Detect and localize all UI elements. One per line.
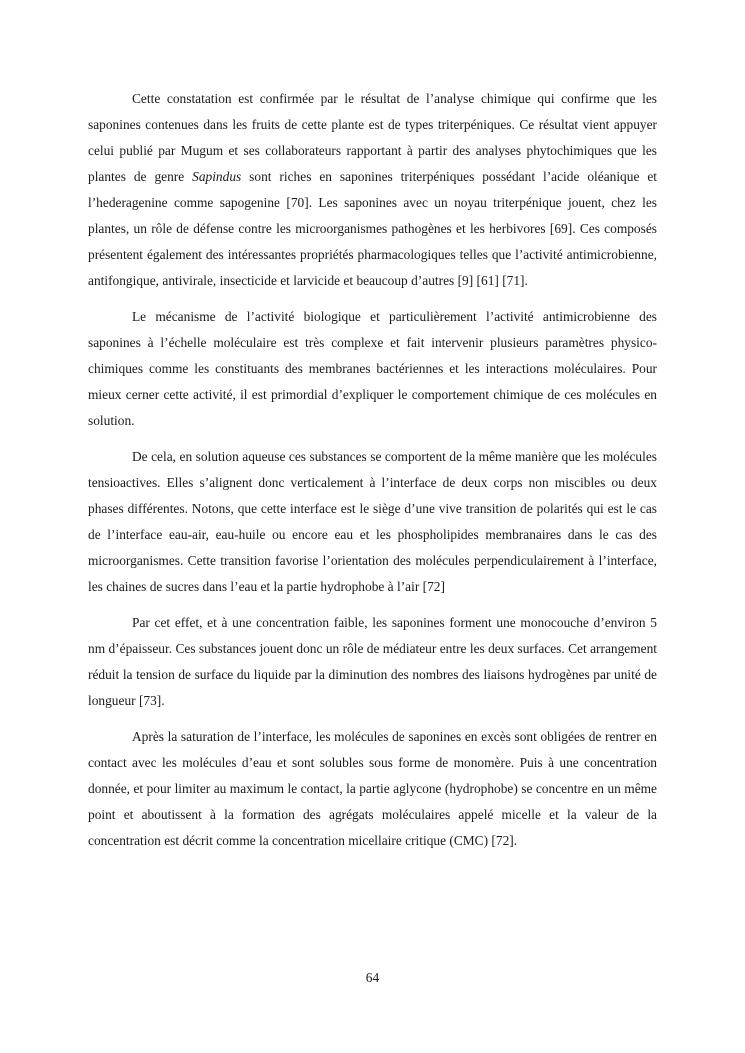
paragraph-micelle: Après la saturation de l’interface, les molécules de saponines en excès sont obligées de rentrer en contact avec les molécules d’eau et sont solubles sous forme de monomère. Puis à une concentration donnée, et pour limiter au maximum le contact, la partie aglycone (hydrophobe) se concentre en un même point et aboutissent à la formation des agrégats moléculaires appelé micelle et la valeur de la concentration est décrit comme la concentration micellaire critique (CMC) [72]. (88, 729, 657, 848)
paragraph-1-part-1: Cette constatation est confirmée par le résultat de l’analyse chimique qui confirme que les saponines contenues dans les fruits de cette plante est de types triterpéniques. Ce résultat vient appuyer celui publié par Mugum et ses collaborateurs rapportant à partir des analyses phytochimiques que les plantes de genre (88, 91, 657, 184)
paragraph-mecanisme: Le mécanisme de l’activité biologique et particulièrement l’activité antimicrobienne des saponines à l’échelle moléculaire est très complexe et fait intervenir plusieurs paramètres physico-chimiques comme les constituants des membranes bactériennes et les interactions moléculaires. Pour mieux cerner cette activité, il est primordial d’expliquer le comportement chimique de ces molécules en solution. (88, 309, 657, 428)
genus-name-italic: Sapindus (192, 169, 242, 184)
body-text (88, 86, 657, 864)
paragraph-1-part-2: sont riches en saponines triterpéniques possédant l’acide oléanique et l’hederagenine comme sapogenine [70]. Les saponines avec un noyau triterpénique jouent, chez les plantes, un rôle de défense contre les microorganismes pathogènes et les herbivores [69]. Ces composés présentent également des intéressantes propriétés pharmacologiques telles que l’activité antimicrobienne, antifongique, antivirale, insecticide et larvicide et beaucoup d’autres [9] [61] [71]. (88, 169, 657, 288)
paragraph-saponines-triterpeniques (88, 86, 657, 294)
page-number: 64 (365, 970, 380, 985)
paragraph-solution-aqueuse: De cela, en solution aqueuse ces substances se comportent de la même manière que les molécules tensioactives. Elles s’alignent donc verticalement à l’interface de deux corps non miscibles ou deux phases différentes. Notons, que cette interface est le siège d’une vive transition de polarités qui est le cas de l’interface eau-air, eau-huile ou encore eau et les phospholipides membranaires dans le cas des microorganismes. Cette transition favorise l’orientation des molécules perpendiculairement à l’interface, les chaines de sucres dans l’eau et la partie hydrophobe à l’air [72] (88, 449, 657, 594)
paragraph-monocouche: Par cet effet, et à une concentration faible, les saponines forment une monocouche d’environ 5 nm d’épaisseur. Ces substances jouent donc un rôle de médiateur entre les deux surfaces. Cet arrangement réduit la tension de surface du liquide par la diminution des nombres des liaisons hydrogènes par unité de longueur [73]. (88, 615, 657, 708)
